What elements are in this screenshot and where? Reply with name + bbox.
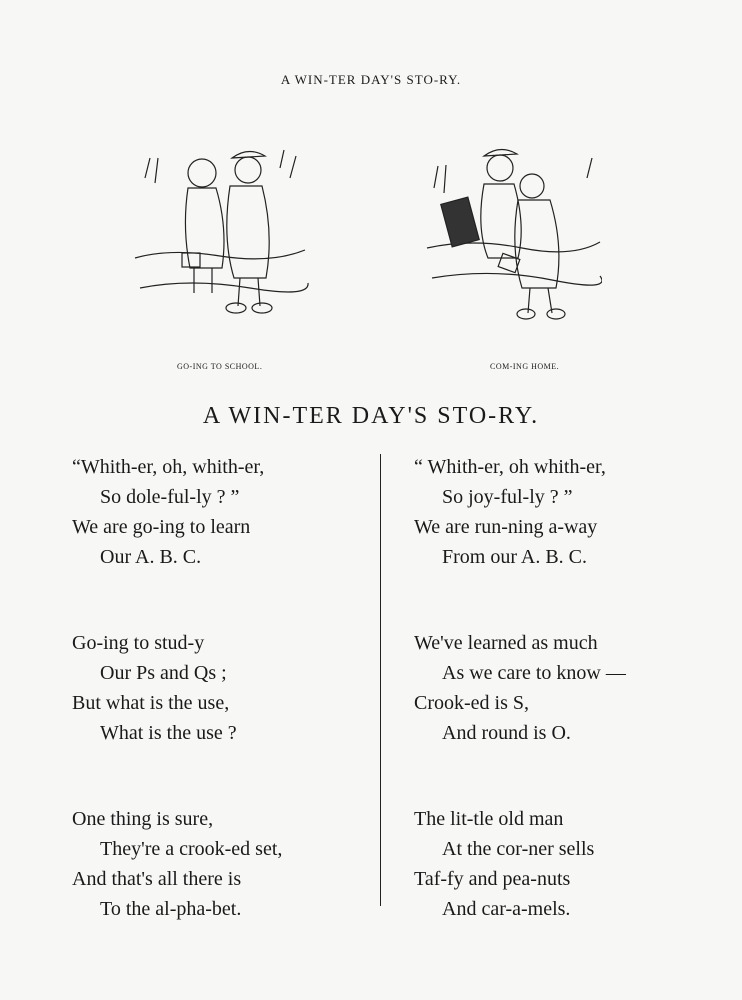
page-title: A WIN-TER DAY'S STO-RY.: [202, 403, 540, 429]
verse-line: As we care to know —: [442, 662, 626, 684]
verse-line: At the cor-ner sells: [442, 838, 595, 860]
verse-line: One thing is sure,: [72, 808, 214, 830]
verse-line: We've learned as much: [414, 632, 598, 654]
verse-line: Crook-ed is S,: [414, 692, 529, 714]
verse-line: And car-a-mels.: [442, 898, 571, 920]
verse-line: Our Ps and Qs ;: [100, 662, 227, 684]
verse-line: “Whith-er, oh, whith-er,: [72, 456, 265, 478]
stanza: [414, 628, 626, 748]
verse-line: Go-ing to stud-y: [72, 632, 205, 654]
stanza: [414, 804, 626, 924]
stanza: [72, 628, 282, 748]
column-divider: [380, 454, 381, 906]
verse-line: They're a crook-ed set,: [100, 838, 283, 860]
caption-going-to-school: GO-ING TO SCHOOL.: [177, 362, 263, 371]
verse-line: And round is O.: [442, 722, 571, 744]
verse-line: So joy-ful-ly ? ”: [442, 486, 573, 508]
verse-line: Our A. B. C.: [100, 546, 202, 568]
stanza: [72, 804, 282, 924]
verse-line: Taf-fy and pea-nuts: [414, 868, 571, 890]
running-head: A WIN-TER DAY'S STO-RY.: [280, 72, 462, 87]
verse-line: From our A. B. C.: [442, 546, 588, 568]
stanza: [72, 452, 282, 572]
verse-line: And that's all there is: [72, 868, 242, 890]
verse-line: “ Whith-er, oh whith-er,: [414, 456, 606, 478]
verse-line: We are run-ning a-way: [414, 516, 598, 538]
verse-line: But what is the use,: [72, 692, 230, 714]
caption-coming-home: COM-ING HOME.: [490, 362, 560, 371]
right-column: [414, 452, 626, 988]
verse-line: The lit-tle old man: [414, 808, 564, 830]
stanza: [414, 452, 626, 572]
verse-line: To the al-pha-bet.: [100, 898, 242, 920]
left-column: [72, 452, 282, 988]
verse-line: We are go-ing to learn: [72, 516, 251, 538]
verse-line: What is the use ?: [100, 722, 237, 744]
going-to-school-illustration: [130, 138, 310, 328]
verse-line: So dole-ful-ly ? ”: [100, 486, 240, 508]
coming-home-illustration: [422, 138, 602, 328]
